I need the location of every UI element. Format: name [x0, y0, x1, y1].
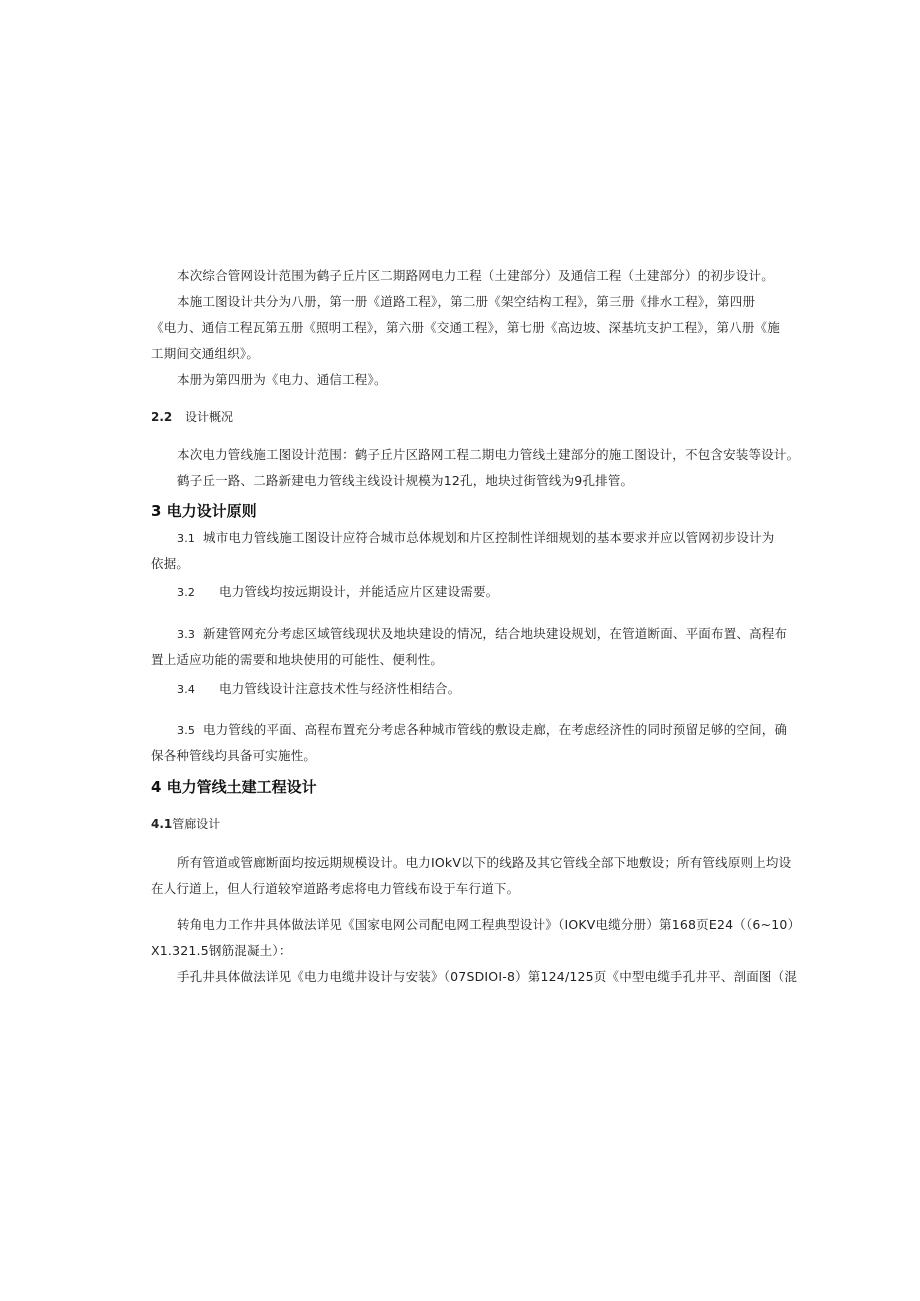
- section-2-2-number: 2.2: [151, 410, 173, 424]
- item-3-5-text: 电力管线的平面、高程布置充分考虑各种城市管线的敷设走廊，在考虑经济性的同时预留足够的空间，确: [203, 722, 788, 737]
- item-3-5-number: 3.5: [177, 724, 196, 737]
- item-3-4-text: 电力管线设计注意技术性与经济性相结合。: [219, 681, 461, 696]
- item-3-4-line-1: [177, 681, 460, 698]
- section-3-heading: 3 电力设计原则: [151, 502, 257, 520]
- item-3-5-line-1: [177, 722, 787, 739]
- section-4-1-title: 管廊设计: [172, 817, 221, 831]
- section-2-2-heading: [151, 408, 233, 425]
- item-3-3-line-2: 置上适应功能的需要和地块使用的可能性、便利性。: [151, 652, 444, 667]
- section-4-1-heading: [151, 815, 220, 832]
- item-3-2-line-1: [177, 584, 498, 601]
- intro-paragraph-2-line-3: 工期间交通组织》。: [151, 346, 260, 361]
- item-3-3-line-1: [177, 626, 787, 643]
- section-4-1-paragraph-1-line-2: 在人行道上，但人行道较窄道路考虑将电力管线布设于车行道下。: [151, 881, 520, 896]
- section-4-1-paragraph-3-line-1: 手孔井具体做法详见《电力电缆井设计与安装》（07SDIOI-8）第124/125页《中型电缆手孔井平、剖面图（混: [177, 969, 798, 984]
- item-3-1-line-2: 依据。: [151, 556, 190, 571]
- item-3-2-text: 电力管线均按远期设计，并能适应片区建设需要。: [219, 584, 499, 599]
- intro-paragraph-2-line-1: 本施工图设计共分为八册，第一册《道路工程》，第二册《架空结构工程》，第三册《排水工程》，第四册: [177, 294, 756, 309]
- item-3-1-line-1: [177, 530, 775, 547]
- item-3-3-text: 新建管网充分考虑区域管线现状及地块建设的情况，结合地块建设规划，在管道断面、平面布置、高程布: [203, 626, 788, 641]
- section-4-1-number: 4.1: [151, 817, 173, 831]
- item-3-5-line-2: 保各种管线均具备可实施性。: [151, 748, 317, 763]
- intro-paragraph-2-line-2: 《电力、通信工程瓦第五册《照明工程》，第六册《交通工程》，第七册《高边坡、深基坑支护工程》，第八册《施: [151, 320, 780, 335]
- item-3-1-text: 城市电力管线施工图设计应符合城市总体规划和片区控制性详细规划的基本要求并应以管网初步设计为: [203, 530, 775, 545]
- item-3-4-number: 3.4: [177, 683, 196, 696]
- section-2-2-paragraph-1: 本次电力管线施工图设计范围：鹤子丘片区路网工程二期电力管线土建部分的施工图设计，不包含安装等设计。: [177, 447, 800, 462]
- section-4-1-paragraph-2-line-1: 转角电力工作井具体做法详见《国家电网公司配电网工程典型设计》（IOKV电缆分册）第168页E24（（6~10）: [177, 917, 801, 932]
- section-4-heading: 4 电力管线土建工程设计: [151, 778, 317, 796]
- section-2-2-paragraph-2: 鹤子丘一路、二路新建电力管线主线设计规模为12孔，地块过街管线为9孔排管。: [177, 473, 634, 488]
- section-2-2-title: 设计概况: [185, 410, 234, 424]
- section-4-1-paragraph-2-line-2: X1.321.5钢筋混凝土）：: [151, 943, 292, 958]
- intro-paragraph-1: 本次综合管网设计范围为鹤子丘片区二期路网电力工程（土建部分）及通信工程（土建部分）的初步设计。: [177, 268, 774, 283]
- item-3-2-number: 3.2: [177, 586, 196, 599]
- intro-paragraph-3: 本册为第四册为《电力、通信工程》。: [177, 372, 387, 387]
- item-3-3-number: 3.3: [177, 628, 196, 641]
- section-4-1-paragraph-1-line-1: 所有管道或管廊断面均按远期规模设计。电力IOkV以下的线路及其它管线全部下地敷设；所有管线原则上均设: [177, 855, 792, 870]
- item-3-1-number: 3.1: [177, 532, 196, 545]
